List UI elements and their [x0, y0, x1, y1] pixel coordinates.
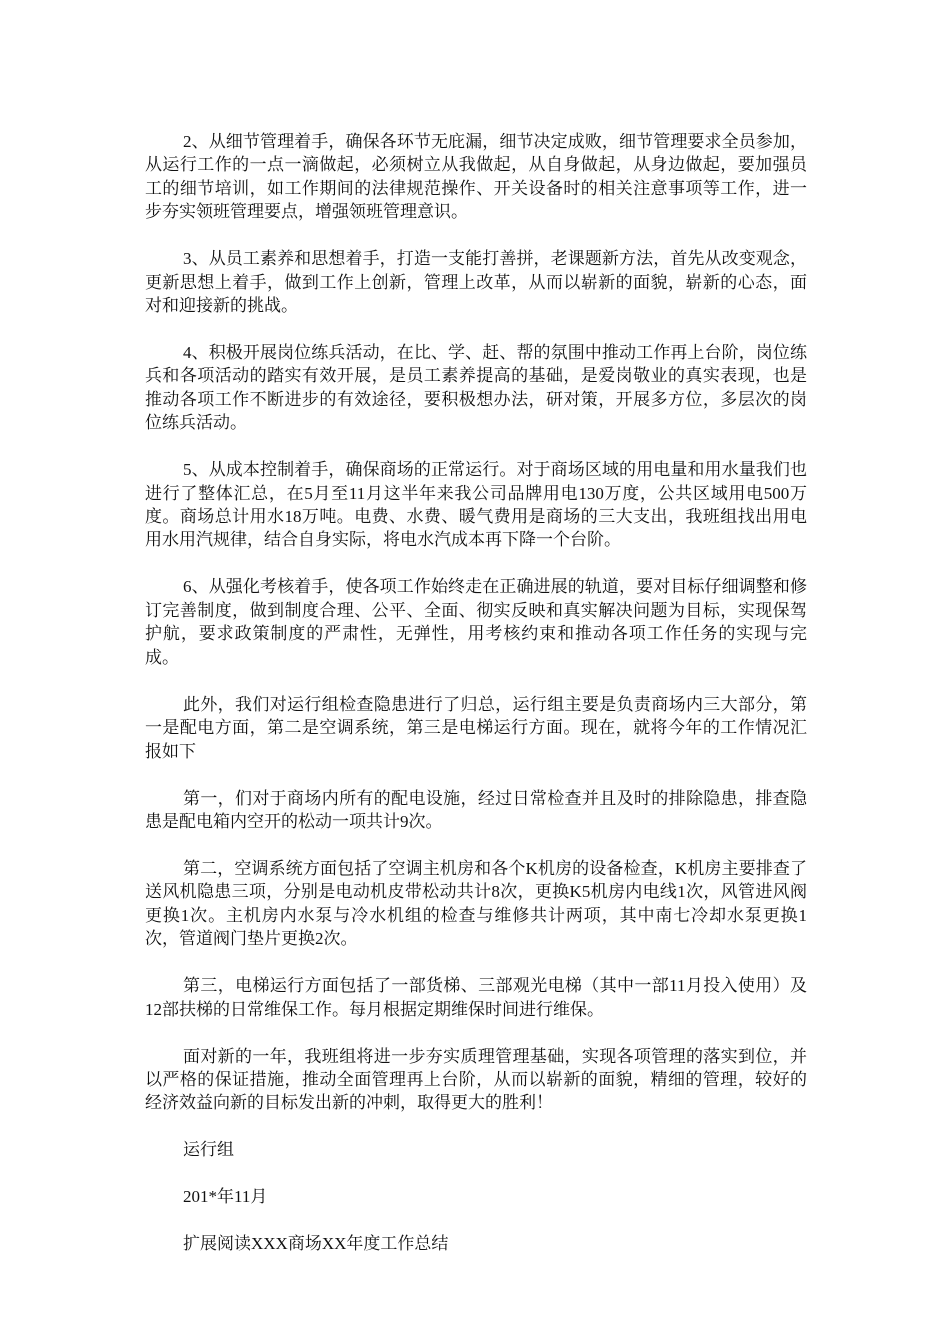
- paragraph-power-distribution: 第一，们对于商场内所有的配电设施，经过日常检查并且及时的排除隐患，排查隐患是配电箱内空开的松动一项共计9次。: [145, 788, 807, 831]
- signature-team: 运行组: [183, 1140, 234, 1160]
- paragraph-assessment: 6、从强化考核着手，使各项工作始终走在正确进展的轨道，要对目标仔细调整和修订完善制度，做到制度合理、公平、全面、彻实反映和真实解决问题为目标，实现保驾护航，要求政策制度的严肃性，无弹性，用考核约束和推动各项工作任务的实现与完成。: [145, 577, 807, 667]
- paragraph-cost-control: 5、从成本控制着手，确保商场的正常运行。对于商场区域的用电量和用水量我们也进行了整体汇总，在5月至11月这半年来我公司品牌用电130万度，公共区域用电500万度。商场总计用水18万吨。电费、水费、暖气费用是商场的三大支出，我班组找出用电用水用汽规律，结合自身实际，将电水汽成本再下降一个台阶。: [145, 460, 807, 550]
- paragraph-hazard-summary: 此外，我们对运行组检查隐患进行了归总，运行组主要是负责商场内三大部分，第一是配电方面，第二是空调系统，第三是电梯运行方面。现在，就将今年的工作情况汇报如下: [145, 694, 807, 761]
- paragraph-outlook: 面对新的一年，我班组将进一步夯实质理管理基础，实现各项管理的落实到位，并以严格的保证措施，推动全面管理再上台阶，从而以崭新的面貌，精细的管理，较好的经济效益向新的目标发出新的冲刺，取得更大的胜利！: [145, 1046, 807, 1113]
- signature-date: 201*年11月: [183, 1187, 268, 1207]
- document-body: [145, 130, 807, 1279]
- paragraph-staff-quality: 3、从员工素养和思想着手，打造一支能打善拼，老课题新方法，首先从改变观念，更新思想上着手，做到工作上创新，管理上改革，从而以崭新的面貌，崭新的心态，面对和迎接新的挑战。: [145, 249, 807, 316]
- paragraph-skill-training: 4、积极开展岗位练兵活动，在比、学、赶、帮的氛围中推动工作再上台阶，岗位练兵和各项活动的踏实有效开展，是员工素养提高的基础，是爱岗敬业的真实表现，也是推动各项工作不断进步的有效途径，要积极想办法，研对策，开展多方位，多层次的岗位练兵活动。: [145, 343, 807, 433]
- paragraph-detail-management: 2、从细节管理着手，确保各环节无庇漏，细节决定成败，细节管理要求全员参加，从运行工作的一点一滴做起，必须树立从我做起，从自身做起，从身边做起，要加强员工的细节培训，如工作期间的法律规范操作、开关设备时的相关注意事项等工作，进一步夯实领班管理要点，增强领班管理意识。: [145, 132, 807, 222]
- paragraph-elevators: 第三，电梯运行方面包括了一部货梯、三部观光电梯（其中一部11月投入使用）及12部扶梯的日常维保工作。每月根据定期维保时间进行维保。: [145, 976, 807, 1019]
- paragraph-air-conditioning: 第二，空调系统方面包括了空调主机房和各个K机房的设备检查，K机房主要排查了送风机隐患三项，分别是电动机皮带松动共计8次，更换K5机房内电线1次，风管进风阀更换1次。主机房内水泵与冷水机组的检查与维修共计两项，其中南七冷却水泵更换1次，管道阀门垫片更换2次。: [145, 858, 807, 949]
- extended-reading-link[interactable]: 扩展阅读XXX商场XX年度工作总结: [183, 1234, 449, 1254]
